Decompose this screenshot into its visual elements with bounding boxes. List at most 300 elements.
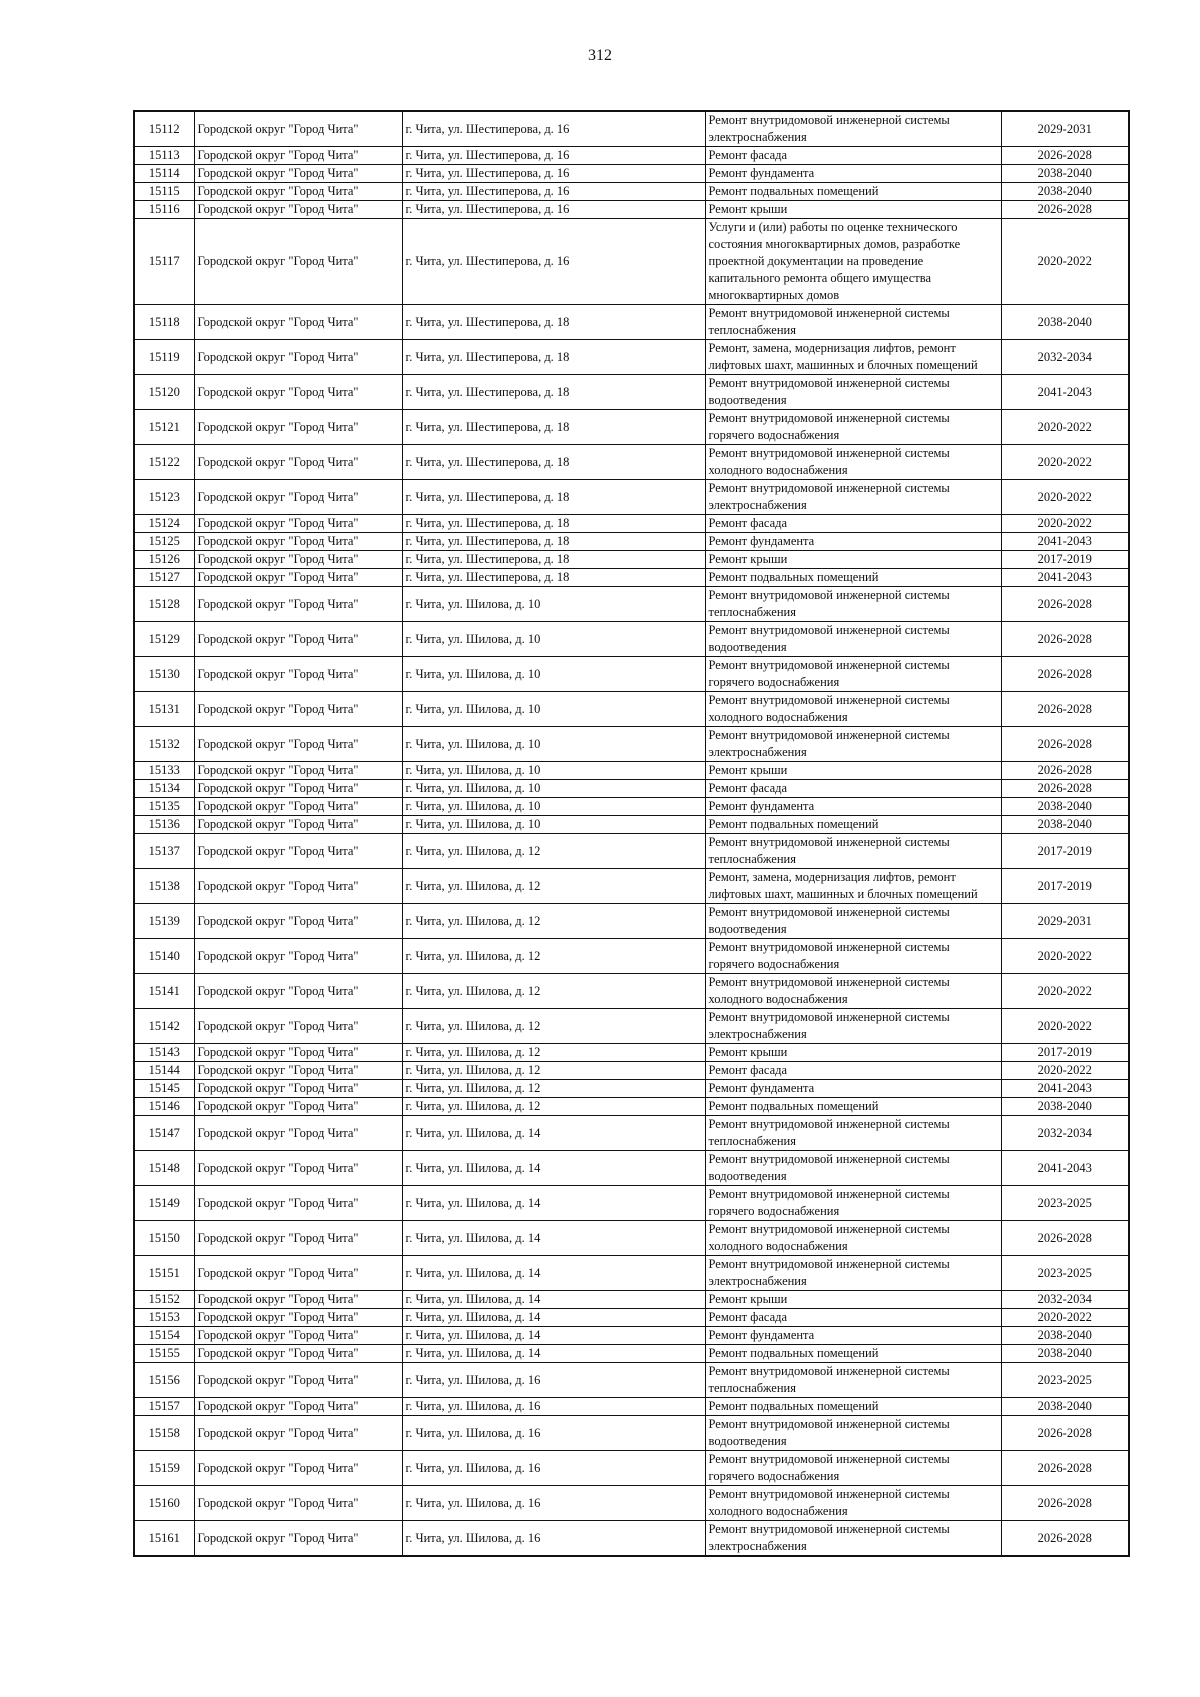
work-type-cell: Ремонт внутридомовой инженерной системы электроснабжения	[705, 1256, 1001, 1291]
address-cell: г. Чита, ул. Шестиперова, д. 18	[402, 340, 705, 375]
address-cell: г. Чита, ул. Шилова, д. 10	[402, 727, 705, 762]
municipality-cell: Городской округ "Город Чита"	[194, 1327, 402, 1345]
table-body	[134, 111, 1129, 1556]
table-row	[134, 165, 1129, 183]
address-cell: г. Чита, ул. Шестиперова, д. 18	[402, 410, 705, 445]
work-type-cell: Услуги и (или) работы по оценке технического состояния многоквартирных домов, разработке проектной документации на проведение капитального ремонта общего имущества многоквартирных домов	[705, 219, 1001, 305]
period-cell: 2020-2022	[1001, 1062, 1129, 1080]
address-cell: г. Чита, ул. Шилова, д. 12	[402, 904, 705, 939]
work-type-cell: Ремонт фундамента	[705, 798, 1001, 816]
work-type-cell: Ремонт внутридомовой инженерной системы водоотведения	[705, 375, 1001, 410]
table-row	[134, 587, 1129, 622]
municipality-cell: Городской округ "Город Чита"	[194, 1098, 402, 1116]
period-cell: 2026-2028	[1001, 1486, 1129, 1521]
period-cell: 2023-2025	[1001, 1256, 1129, 1291]
address-cell: г. Чита, ул. Шестиперова, д. 16	[402, 219, 705, 305]
address-cell: г. Чита, ул. Шилова, д. 12	[402, 1062, 705, 1080]
table-row	[134, 480, 1129, 515]
address-cell: г. Чита, ул. Шилова, д. 10	[402, 762, 705, 780]
work-type-cell: Ремонт подвальных помещений	[705, 1398, 1001, 1416]
municipality-cell: Городской округ "Город Чита"	[194, 974, 402, 1009]
work-type-cell: Ремонт внутридомовой инженерной системы водоотведения	[705, 1151, 1001, 1186]
row-number: 15144	[134, 1062, 194, 1080]
period-cell: 2032-2034	[1001, 1116, 1129, 1151]
municipality-cell: Городской округ "Город Чита"	[194, 622, 402, 657]
work-type-cell: Ремонт подвальных помещений	[705, 1098, 1001, 1116]
address-cell: г. Чита, ул. Шилова, д. 10	[402, 780, 705, 798]
table-row	[134, 798, 1129, 816]
row-number: 15136	[134, 816, 194, 834]
municipality-cell: Городской округ "Город Чита"	[194, 692, 402, 727]
work-type-cell: Ремонт фасада	[705, 1309, 1001, 1327]
work-type-cell: Ремонт внутридомовой инженерной системы холодного водоснабжения	[705, 445, 1001, 480]
row-number: 15143	[134, 1044, 194, 1062]
work-type-cell: Ремонт внутридомовой инженерной системы горячего водоснабжения	[705, 1451, 1001, 1486]
table-row	[134, 111, 1129, 147]
row-number: 15158	[134, 1416, 194, 1451]
municipality-cell: Городской округ "Город Чита"	[194, 1186, 402, 1221]
address-cell: г. Чита, ул. Шестиперова, д. 18	[402, 305, 705, 340]
work-type-cell: Ремонт фундамента	[705, 1327, 1001, 1345]
period-cell: 2032-2034	[1001, 340, 1129, 375]
municipality-cell: Городской округ "Город Чита"	[194, 1116, 402, 1151]
row-number: 15154	[134, 1327, 194, 1345]
work-type-cell: Ремонт внутридомовой инженерной системы горячего водоснабжения	[705, 410, 1001, 445]
table-row	[134, 1486, 1129, 1521]
address-cell: г. Чита, ул. Шилова, д. 14	[402, 1327, 705, 1345]
period-cell: 2029-2031	[1001, 904, 1129, 939]
row-number: 15121	[134, 410, 194, 445]
municipality-cell: Городской округ "Город Чита"	[194, 780, 402, 798]
table-row	[134, 340, 1129, 375]
municipality-cell: Городской округ "Город Чита"	[194, 1416, 402, 1451]
table-row	[134, 147, 1129, 165]
address-cell: г. Чита, ул. Шилова, д. 12	[402, 1044, 705, 1062]
municipality-cell: Городской округ "Город Чита"	[194, 1256, 402, 1291]
municipality-cell: Городской округ "Город Чита"	[194, 1080, 402, 1098]
row-number: 15160	[134, 1486, 194, 1521]
address-cell: г. Чита, ул. Шилова, д. 12	[402, 939, 705, 974]
period-cell: 2023-2025	[1001, 1363, 1129, 1398]
table-row	[134, 219, 1129, 305]
period-cell: 2041-2043	[1001, 1080, 1129, 1098]
period-cell: 2017-2019	[1001, 834, 1129, 869]
work-type-cell: Ремонт внутридомовой инженерной системы электроснабжения	[705, 111, 1001, 147]
table-row	[134, 939, 1129, 974]
row-number: 15152	[134, 1291, 194, 1309]
address-cell: г. Чита, ул. Шилова, д. 12	[402, 834, 705, 869]
municipality-cell: Городской округ "Город Чита"	[194, 1486, 402, 1521]
table-row	[134, 780, 1129, 798]
period-cell: 2038-2040	[1001, 183, 1129, 201]
row-number: 15146	[134, 1098, 194, 1116]
period-cell: 2020-2022	[1001, 410, 1129, 445]
table-row	[134, 1256, 1129, 1291]
table-row	[134, 410, 1129, 445]
row-number: 15148	[134, 1151, 194, 1186]
period-cell: 2020-2022	[1001, 974, 1129, 1009]
work-type-cell: Ремонт внутридомовой инженерной системы электроснабжения	[705, 1521, 1001, 1557]
table-row	[134, 1098, 1129, 1116]
row-number: 15115	[134, 183, 194, 201]
row-number: 15126	[134, 551, 194, 569]
work-type-cell: Ремонт внутридомовой инженерной системы горячего водоснабжения	[705, 657, 1001, 692]
municipality-cell: Городской округ "Город Чита"	[194, 1345, 402, 1363]
row-number: 15117	[134, 219, 194, 305]
municipality-cell: Городской округ "Город Чита"	[194, 904, 402, 939]
period-cell: 2020-2022	[1001, 939, 1129, 974]
municipality-cell: Городской округ "Город Чита"	[194, 1291, 402, 1309]
municipality-cell: Городской округ "Город Чита"	[194, 1221, 402, 1256]
table-row	[134, 1327, 1129, 1345]
period-cell: 2026-2028	[1001, 1416, 1129, 1451]
municipality-cell: Городской округ "Город Чита"	[194, 551, 402, 569]
row-number: 15133	[134, 762, 194, 780]
table-row	[134, 1186, 1129, 1221]
table-row	[134, 1451, 1129, 1486]
work-type-cell: Ремонт, замена, модернизация лифтов, ремонт лифтовых шахт, машинных и блочных помещений	[705, 340, 1001, 375]
municipality-cell: Городской округ "Город Чита"	[194, 445, 402, 480]
row-number: 15116	[134, 201, 194, 219]
address-cell: г. Чита, ул. Шилова, д. 16	[402, 1451, 705, 1486]
work-type-cell: Ремонт подвальных помещений	[705, 183, 1001, 201]
table-row	[134, 692, 1129, 727]
period-cell: 2020-2022	[1001, 219, 1129, 305]
table-row	[134, 974, 1129, 1009]
address-cell: г. Чита, ул. Шилова, д. 16	[402, 1486, 705, 1521]
period-cell: 2038-2040	[1001, 165, 1129, 183]
period-cell: 2026-2028	[1001, 762, 1129, 780]
row-number: 15128	[134, 587, 194, 622]
work-type-cell: Ремонт внутридомовой инженерной системы холодного водоснабжения	[705, 692, 1001, 727]
period-cell: 2026-2028	[1001, 657, 1129, 692]
row-number: 15147	[134, 1116, 194, 1151]
row-number: 15139	[134, 904, 194, 939]
work-type-cell: Ремонт, замена, модернизация лифтов, ремонт лифтовых шахт, машинных и блочных помещений	[705, 869, 1001, 904]
row-number: 15130	[134, 657, 194, 692]
row-number: 15123	[134, 480, 194, 515]
work-type-cell: Ремонт внутридомовой инженерной системы водоотведения	[705, 904, 1001, 939]
municipality-cell: Городской округ "Город Чита"	[194, 515, 402, 533]
work-type-cell: Ремонт фасада	[705, 1062, 1001, 1080]
work-type-cell: Ремонт фундамента	[705, 533, 1001, 551]
work-type-cell: Ремонт внутридомовой инженерной системы теплоснабжения	[705, 587, 1001, 622]
table-row	[134, 1345, 1129, 1363]
address-cell: г. Чита, ул. Шилова, д. 10	[402, 692, 705, 727]
table-row	[134, 201, 1129, 219]
address-cell: г. Чита, ул. Шилова, д. 10	[402, 657, 705, 692]
address-cell: г. Чита, ул. Шилова, д. 10	[402, 587, 705, 622]
row-number: 15145	[134, 1080, 194, 1098]
table-row	[134, 515, 1129, 533]
municipality-cell: Городской округ "Город Чита"	[194, 1309, 402, 1327]
municipality-cell: Городской округ "Город Чита"	[194, 480, 402, 515]
address-cell: г. Чита, ул. Шилова, д. 16	[402, 1398, 705, 1416]
municipality-cell: Городской округ "Город Чита"	[194, 1521, 402, 1557]
row-number: 15142	[134, 1009, 194, 1044]
municipality-cell: Городской округ "Город Чита"	[194, 1044, 402, 1062]
work-type-cell: Ремонт внутридомовой инженерной системы холодного водоснабжения	[705, 1221, 1001, 1256]
row-number: 15125	[134, 533, 194, 551]
period-cell: 2038-2040	[1001, 816, 1129, 834]
municipality-cell: Городской округ "Город Чита"	[194, 569, 402, 587]
table-row	[134, 551, 1129, 569]
row-number: 15151	[134, 1256, 194, 1291]
municipality-cell: Городской округ "Город Чита"	[194, 183, 402, 201]
address-cell: г. Чита, ул. Шестиперова, д. 16	[402, 201, 705, 219]
table-row	[134, 657, 1129, 692]
table-row	[134, 305, 1129, 340]
address-cell: г. Чита, ул. Шестиперова, д. 18	[402, 515, 705, 533]
municipality-cell: Городской округ "Город Чита"	[194, 340, 402, 375]
table-row	[134, 816, 1129, 834]
municipality-cell: Городской округ "Город Чита"	[194, 816, 402, 834]
period-cell: 2038-2040	[1001, 1398, 1129, 1416]
address-cell: г. Чита, ул. Шилова, д. 12	[402, 1009, 705, 1044]
period-cell: 2032-2034	[1001, 1291, 1129, 1309]
address-cell: г. Чита, ул. Шилова, д. 16	[402, 1521, 705, 1557]
table-row	[134, 622, 1129, 657]
period-cell: 2026-2028	[1001, 587, 1129, 622]
period-cell: 2020-2022	[1001, 515, 1129, 533]
period-cell: 2038-2040	[1001, 1345, 1129, 1363]
municipality-cell: Городской округ "Город Чита"	[194, 727, 402, 762]
row-number: 15113	[134, 147, 194, 165]
table-row	[134, 1291, 1129, 1309]
period-cell: 2038-2040	[1001, 1327, 1129, 1345]
address-cell: г. Чита, ул. Шилова, д. 14	[402, 1116, 705, 1151]
row-number: 15124	[134, 515, 194, 533]
address-cell: г. Чита, ул. Шилова, д. 12	[402, 1080, 705, 1098]
row-number: 15155	[134, 1345, 194, 1363]
table-row	[134, 1044, 1129, 1062]
row-number: 15118	[134, 305, 194, 340]
address-cell: г. Чита, ул. Шестиперова, д. 16	[402, 183, 705, 201]
address-cell: г. Чита, ул. Шилова, д. 12	[402, 974, 705, 1009]
row-number: 15135	[134, 798, 194, 816]
municipality-cell: Городской округ "Город Чита"	[194, 939, 402, 974]
work-type-cell: Ремонт крыши	[705, 551, 1001, 569]
row-number: 15150	[134, 1221, 194, 1256]
municipality-cell: Городской округ "Город Чита"	[194, 762, 402, 780]
work-type-cell: Ремонт внутридомовой инженерной системы теплоснабжения	[705, 1116, 1001, 1151]
work-type-cell: Ремонт внутридомовой инженерной системы горячего водоснабжения	[705, 1186, 1001, 1221]
address-cell: г. Чита, ул. Шилова, д. 12	[402, 869, 705, 904]
work-type-cell: Ремонт фундамента	[705, 1080, 1001, 1098]
work-type-cell: Ремонт фасада	[705, 515, 1001, 533]
municipality-cell: Городской округ "Город Чита"	[194, 834, 402, 869]
work-type-cell: Ремонт внутридомовой инженерной системы теплоснабжения	[705, 1363, 1001, 1398]
work-type-cell: Ремонт внутридомовой инженерной системы электроснабжения	[705, 727, 1001, 762]
period-cell: 2038-2040	[1001, 305, 1129, 340]
address-cell: г. Чита, ул. Шилова, д. 10	[402, 798, 705, 816]
table-row	[134, 1416, 1129, 1451]
municipality-cell: Городской округ "Город Чита"	[194, 798, 402, 816]
row-number: 15141	[134, 974, 194, 1009]
address-cell: г. Чита, ул. Шилова, д. 14	[402, 1291, 705, 1309]
capital-repair-table	[133, 110, 1130, 1557]
period-cell: 2041-2043	[1001, 533, 1129, 551]
municipality-cell: Городской округ "Город Чита"	[194, 219, 402, 305]
address-cell: г. Чита, ул. Шилова, д. 14	[402, 1345, 705, 1363]
table-row	[134, 445, 1129, 480]
work-type-cell: Ремонт внутридомовой инженерной системы горячего водоснабжения	[705, 939, 1001, 974]
row-number: 15132	[134, 727, 194, 762]
table-row	[134, 1009, 1129, 1044]
period-cell: 2017-2019	[1001, 869, 1129, 904]
municipality-cell: Городской округ "Город Чита"	[194, 1062, 402, 1080]
municipality-cell: Городской округ "Город Чита"	[194, 1151, 402, 1186]
row-number: 15112	[134, 111, 194, 147]
address-cell: г. Чита, ул. Шестиперова, д. 18	[402, 569, 705, 587]
row-number: 15119	[134, 340, 194, 375]
table-row	[134, 569, 1129, 587]
work-type-cell: Ремонт внутридомовой инженерной системы теплоснабжения	[705, 834, 1001, 869]
address-cell: г. Чита, ул. Шестиперова, д. 18	[402, 375, 705, 410]
municipality-cell: Городской округ "Город Чита"	[194, 869, 402, 904]
row-number: 15157	[134, 1398, 194, 1416]
period-cell: 2017-2019	[1001, 1044, 1129, 1062]
municipality-cell: Городской округ "Город Чита"	[194, 165, 402, 183]
table-row	[134, 533, 1129, 551]
row-number: 15129	[134, 622, 194, 657]
work-type-cell: Ремонт внутридомовой инженерной системы водоотведения	[705, 622, 1001, 657]
address-cell: г. Чита, ул. Шилова, д. 16	[402, 1363, 705, 1398]
work-type-cell: Ремонт внутридомовой инженерной системы электроснабжения	[705, 480, 1001, 515]
address-cell: г. Чита, ул. Шилова, д. 12	[402, 1098, 705, 1116]
municipality-cell: Городской округ "Город Чита"	[194, 587, 402, 622]
table-row	[134, 1151, 1129, 1186]
work-type-cell: Ремонт подвальных помещений	[705, 569, 1001, 587]
address-cell: г. Чита, ул. Шилова, д. 14	[402, 1256, 705, 1291]
address-cell: г. Чита, ул. Шилова, д. 14	[402, 1221, 705, 1256]
row-number: 15140	[134, 939, 194, 974]
address-cell: г. Чита, ул. Шилова, д. 10	[402, 816, 705, 834]
work-type-cell: Ремонт крыши	[705, 1291, 1001, 1309]
row-number: 15134	[134, 780, 194, 798]
row-number: 15120	[134, 375, 194, 410]
address-cell: г. Чита, ул. Шестиперова, д. 16	[402, 165, 705, 183]
table-row	[134, 762, 1129, 780]
page-number: 312	[588, 47, 612, 64]
row-number: 15137	[134, 834, 194, 869]
work-type-cell: Ремонт крыши	[705, 1044, 1001, 1062]
row-number: 15156	[134, 1363, 194, 1398]
address-cell: г. Чита, ул. Шестиперова, д. 18	[402, 480, 705, 515]
municipality-cell: Городской округ "Город Чита"	[194, 111, 402, 147]
row-number: 15131	[134, 692, 194, 727]
period-cell: 2026-2028	[1001, 201, 1129, 219]
municipality-cell: Городской округ "Город Чита"	[194, 305, 402, 340]
work-type-cell: Ремонт внутридомовой инженерной системы холодного водоснабжения	[705, 1486, 1001, 1521]
address-cell: г. Чита, ул. Шилова, д. 14	[402, 1151, 705, 1186]
address-cell: г. Чита, ул. Шестиперова, д. 16	[402, 147, 705, 165]
table-row	[134, 183, 1129, 201]
row-number: 15161	[134, 1521, 194, 1557]
address-cell: г. Чита, ул. Шестиперова, д. 18	[402, 445, 705, 480]
address-cell: г. Чита, ул. Шилова, д. 14	[402, 1309, 705, 1327]
period-cell: 2026-2028	[1001, 622, 1129, 657]
municipality-cell: Городской округ "Город Чита"	[194, 1398, 402, 1416]
municipality-cell: Городской округ "Город Чита"	[194, 375, 402, 410]
row-number: 15127	[134, 569, 194, 587]
period-cell: 2041-2043	[1001, 569, 1129, 587]
period-cell: 2041-2043	[1001, 1151, 1129, 1186]
municipality-cell: Городской округ "Город Чита"	[194, 1009, 402, 1044]
table-row	[134, 1363, 1129, 1398]
row-number: 15149	[134, 1186, 194, 1221]
period-cell: 2029-2031	[1001, 111, 1129, 147]
period-cell: 2017-2019	[1001, 551, 1129, 569]
work-type-cell: Ремонт фундамента	[705, 165, 1001, 183]
period-cell: 2026-2028	[1001, 692, 1129, 727]
municipality-cell: Городской округ "Город Чита"	[194, 1451, 402, 1486]
period-cell: 2041-2043	[1001, 375, 1129, 410]
period-cell: 2023-2025	[1001, 1186, 1129, 1221]
municipality-cell: Городской округ "Город Чита"	[194, 201, 402, 219]
row-number: 15153	[134, 1309, 194, 1327]
municipality-cell: Городской округ "Город Чита"	[194, 1363, 402, 1398]
work-type-cell: Ремонт внутридомовой инженерной системы холодного водоснабжения	[705, 974, 1001, 1009]
table-row	[134, 1062, 1129, 1080]
work-type-cell: Ремонт фасада	[705, 780, 1001, 798]
address-cell: г. Чита, ул. Шестиперова, д. 18	[402, 533, 705, 551]
address-cell: г. Чита, ул. Шилова, д. 10	[402, 622, 705, 657]
table-row	[134, 727, 1129, 762]
work-type-cell: Ремонт крыши	[705, 762, 1001, 780]
municipality-cell: Городской округ "Город Чита"	[194, 533, 402, 551]
address-cell: г. Чита, ул. Шестиперова, д. 16	[402, 111, 705, 147]
work-type-cell: Ремонт подвальных помещений	[705, 816, 1001, 834]
address-cell: г. Чита, ул. Шестиперова, д. 18	[402, 551, 705, 569]
municipality-cell: Городской округ "Город Чита"	[194, 657, 402, 692]
period-cell: 2026-2028	[1001, 147, 1129, 165]
period-cell: 2020-2022	[1001, 1009, 1129, 1044]
table-row	[134, 1398, 1129, 1416]
table-row	[134, 375, 1129, 410]
address-cell: г. Чита, ул. Шилова, д. 16	[402, 1416, 705, 1451]
work-type-cell: Ремонт внутридомовой инженерной системы электроснабжения	[705, 1009, 1001, 1044]
row-number: 15138	[134, 869, 194, 904]
table-row	[134, 1521, 1129, 1557]
period-cell: 2020-2022	[1001, 1309, 1129, 1327]
work-type-cell: Ремонт подвальных помещений	[705, 1345, 1001, 1363]
table-row	[134, 904, 1129, 939]
period-cell: 2020-2022	[1001, 445, 1129, 480]
period-cell: 2026-2028	[1001, 727, 1129, 762]
table-row	[134, 1116, 1129, 1151]
period-cell: 2020-2022	[1001, 480, 1129, 515]
period-cell: 2038-2040	[1001, 1098, 1129, 1116]
table-row	[134, 834, 1129, 869]
period-cell: 2026-2028	[1001, 780, 1129, 798]
row-number: 15114	[134, 165, 194, 183]
work-type-cell: Ремонт внутридомовой инженерной системы водоотведения	[705, 1416, 1001, 1451]
row-number: 15159	[134, 1451, 194, 1486]
work-type-cell: Ремонт крыши	[705, 201, 1001, 219]
period-cell: 2026-2028	[1001, 1221, 1129, 1256]
municipality-cell: Городской округ "Город Чита"	[194, 147, 402, 165]
period-cell: 2038-2040	[1001, 798, 1129, 816]
row-number: 15122	[134, 445, 194, 480]
table-row	[134, 1080, 1129, 1098]
municipality-cell: Городской округ "Город Чита"	[194, 410, 402, 445]
period-cell: 2026-2028	[1001, 1521, 1129, 1557]
table-row	[134, 1309, 1129, 1327]
table-row	[134, 1221, 1129, 1256]
period-cell: 2026-2028	[1001, 1451, 1129, 1486]
work-type-cell: Ремонт фасада	[705, 147, 1001, 165]
